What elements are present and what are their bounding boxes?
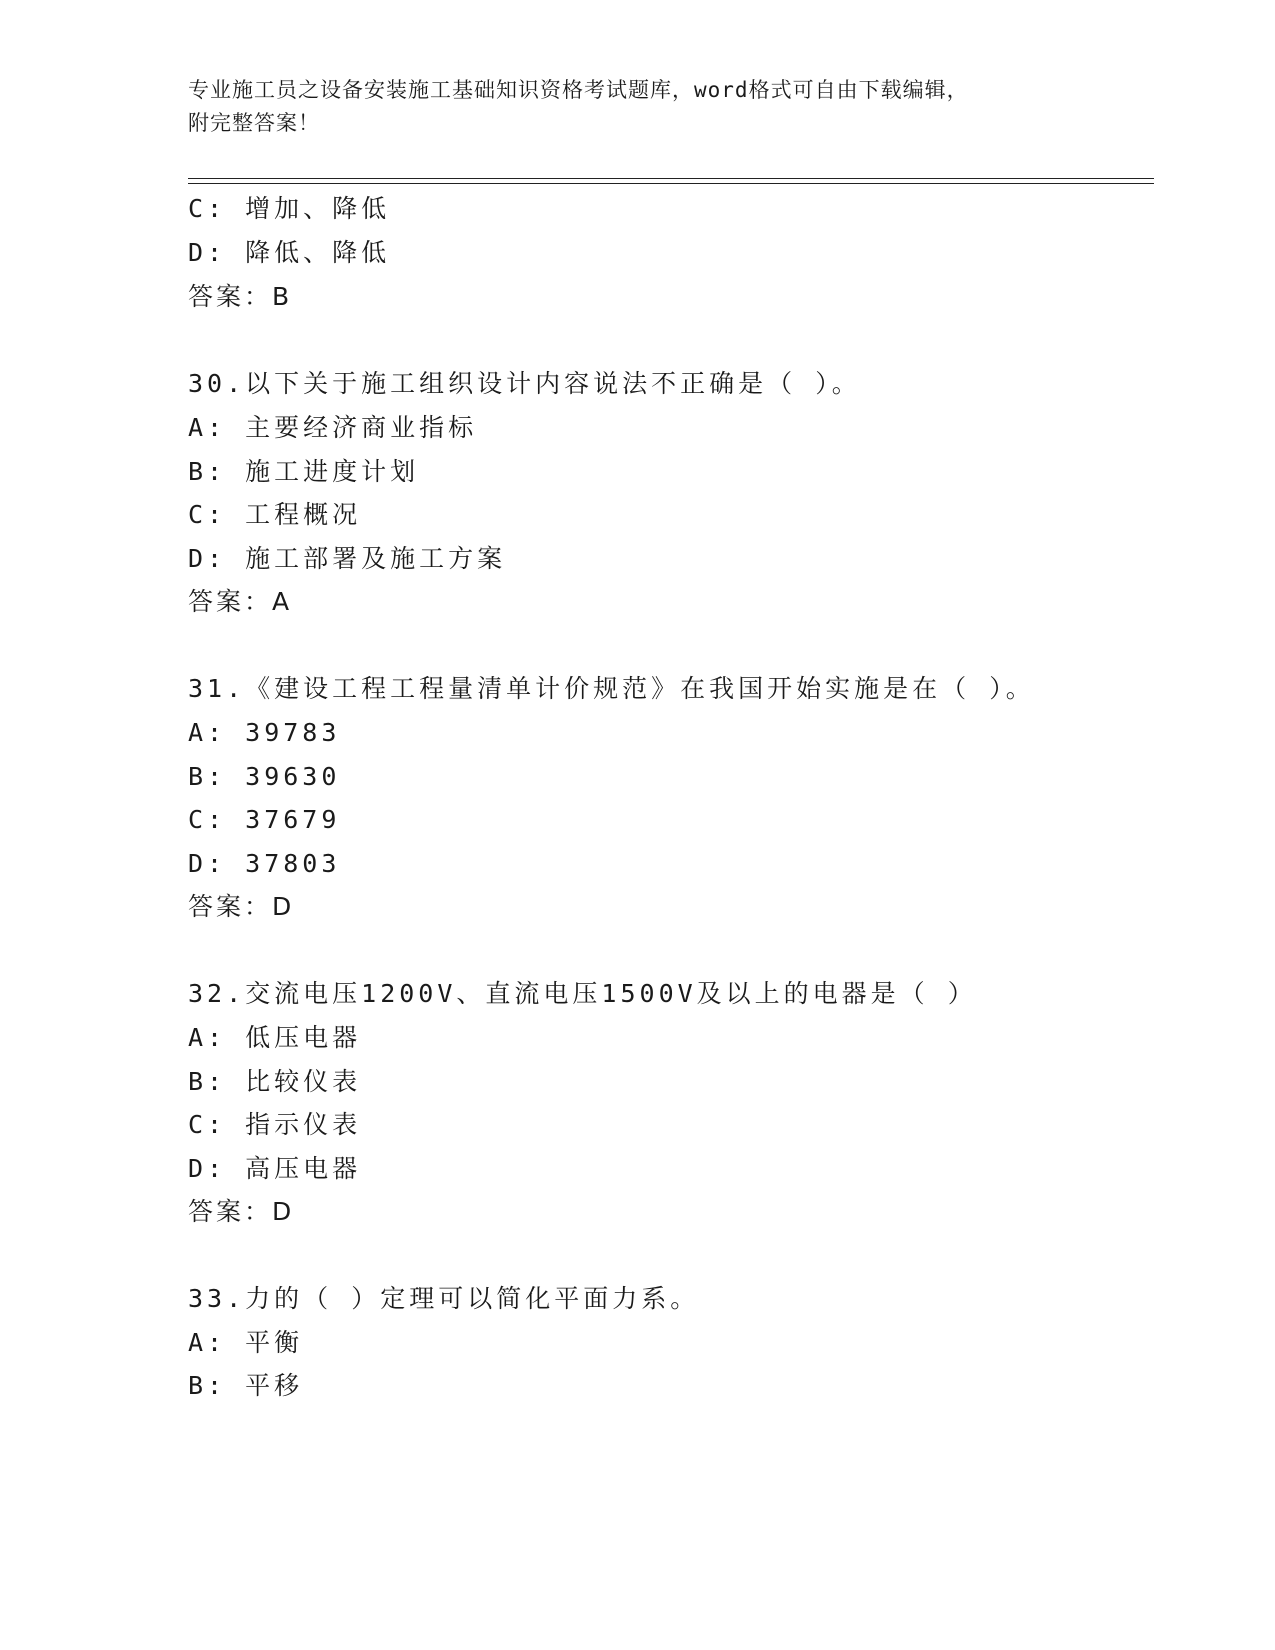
question-stem: 33.力的（ ）定理可以简化平面力系。 [188,1284,700,1313]
option-b: B: 平移 [188,1371,304,1400]
option-d: D: 高压电器 [188,1154,362,1183]
option-a: A: 主要经济商业指标 [188,413,478,442]
option-c: C: 37679 [188,805,341,834]
option-b: B: 施工进度计划 [188,457,420,486]
document-header [188,74,1088,140]
answer-line: 答案：D [188,1197,295,1226]
header-divider-bottom [188,183,1154,184]
question-stem: 32.交流电压1200V、直流电压1500V及以上的电器是（ ） [188,979,977,1008]
option-a: A: 39783 [188,718,341,747]
header-line-1: 专业施工员之设备安装施工基础知识资格考试题库，word格式可自由下载编辑， [188,78,969,102]
option-d: D: 37803 [188,849,341,878]
option-d: D: 降低、降低 [188,238,391,267]
option-b: B: 39630 [188,762,341,791]
question-stem: 31.《建设工程工程量清单计价规范》在我国开始实施是在（ ）。 [188,674,1035,703]
option-a: A: 低压电器 [188,1023,362,1052]
header-divider-top [188,178,1154,179]
option-a: A: 平衡 [188,1328,304,1357]
answer-line: 答案：B [188,282,293,311]
option-c: C: 增加、降低 [188,194,391,223]
option-d: D: 施工部署及施工方案 [188,544,507,573]
answer-line: 答案：D [188,892,295,921]
option-b: B: 比较仪表 [188,1067,362,1096]
answer-line: 答案：A [188,587,293,616]
question-stem: 30.以下关于施工组织设计内容说法不正确是（ ）。 [188,369,861,398]
option-c: C: 指示仪表 [188,1110,362,1139]
header-line-2: 附完整答案！ [188,111,320,135]
option-c: C: 工程概况 [188,500,362,529]
